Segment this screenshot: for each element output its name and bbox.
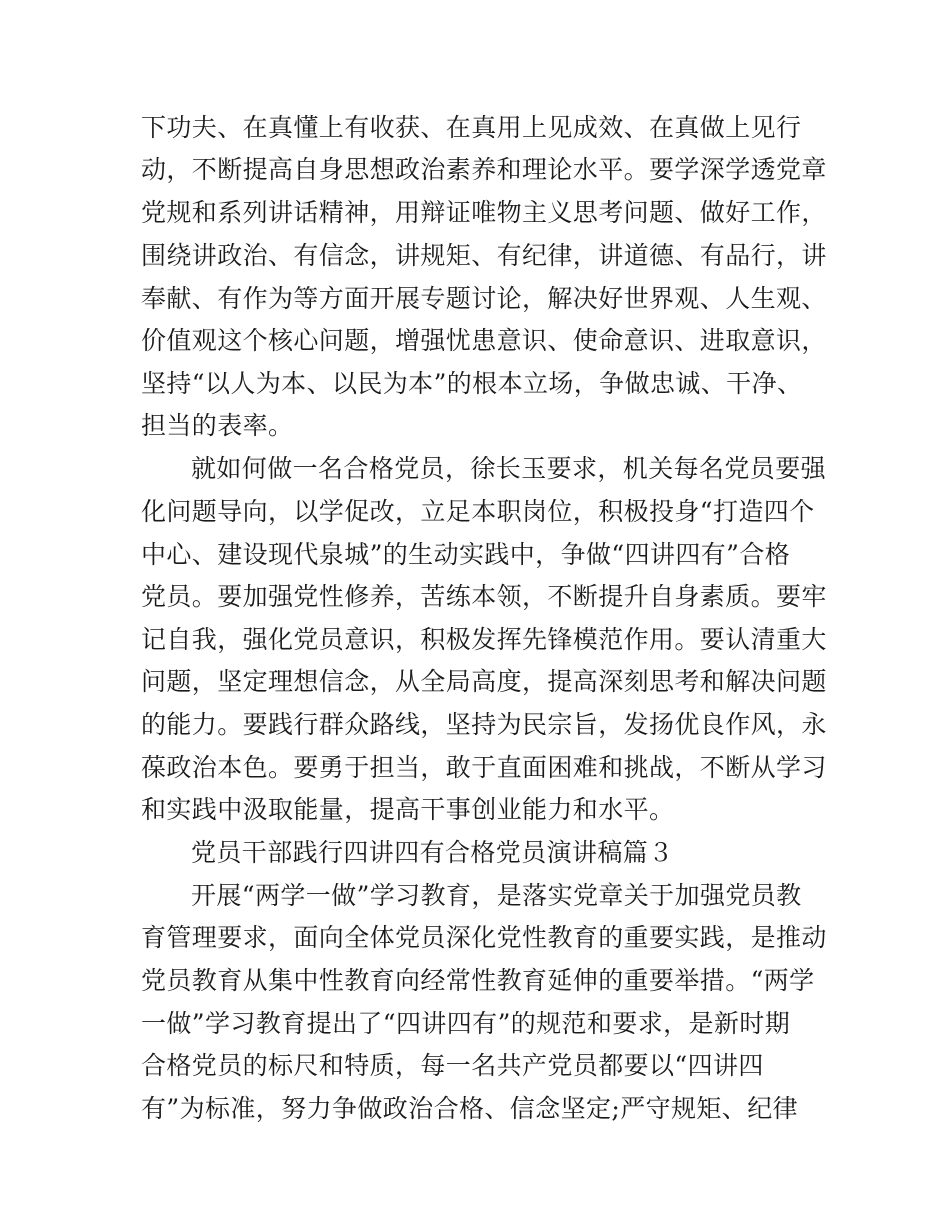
text-line: 党员。要加强党性修养，苦练本领，不断提升自身素质。要牢: [141, 582, 827, 611]
text-line: 和实践中汲取能量，提高干事创业能力和水平。: [141, 795, 675, 824]
text-line: 中心、建设现代泉城”的生动实践中，争做“四讲四有”合格: [141, 540, 791, 569]
text-line: 下功夫、在真懂上有收获、在真用上见成效、在真做上见行: [141, 113, 802, 142]
text-line: 葆政治本色。要勇于担当，敢于直面困难和挑战，不断从学习: [141, 753, 827, 782]
text-line: 问题，坚定理想信念，从全局高度，提高深刻思考和解决问题: [141, 667, 827, 696]
text-line: 的能力。要践行群众路线，坚持为民宗旨，发扬优良作风，永: [141, 710, 827, 739]
section-heading: 党员干部践行四讲四有合格党员演讲稿篇３: [191, 838, 674, 867]
text-line: 价值观这个核心问题，增强忧患意识、使命意识、进取意识，: [141, 326, 827, 355]
text-line: 有”为标准，努力争做政治合格、信念坚定;严守规矩、纪律: [141, 1094, 799, 1123]
text-line: 动，不断提高自身思想政治素养和理论水平。要学深学透党章: [141, 155, 827, 184]
text-line: 坚持“以人为本、以民为本”的根本立场，争做忠诚、干净、: [141, 369, 803, 398]
text-line: 担当的表率。: [141, 411, 294, 440]
text-line: 一做”学习教育提出了“四讲四有”的规范和要求，是新时期: [141, 1009, 791, 1038]
text-line: 记自我，强化党员意识，积极发挥先锋模范作用。要认清重大: [141, 625, 827, 654]
text-line: 奉献、有作为等方面开展专题讨论，解决好世界观、人生观、: [141, 284, 827, 313]
text-line: 合格党员的标尺和特质，每一名共产党员都要以“四讲四: [141, 1051, 764, 1080]
paragraph-first-line: 就如何做一名合格党员，徐长玉要求，机关每名党员要强: [191, 454, 827, 483]
text-line: 围绕讲政治、有信念，讲规矩、有纪律，讲道德、有品行，讲: [141, 241, 827, 270]
text-line: 化问题导向，以学促改，立足本职岗位，积极投身“打造四个: [141, 497, 815, 526]
text-line: 党员教育从集中性教育向经常性教育延伸的重要举措。“两学: [141, 966, 815, 995]
paragraph-first-line: 开展“两学一做”学习教育，是落实党章关于加强党员教: [191, 881, 802, 910]
text-line: 党规和系列讲话精神，用辩证唯物主义思考问题、做好工作，: [141, 198, 827, 227]
text-line: 育管理要求，面向全体党员深化党性教育的重要实践，是推动: [141, 923, 827, 952]
